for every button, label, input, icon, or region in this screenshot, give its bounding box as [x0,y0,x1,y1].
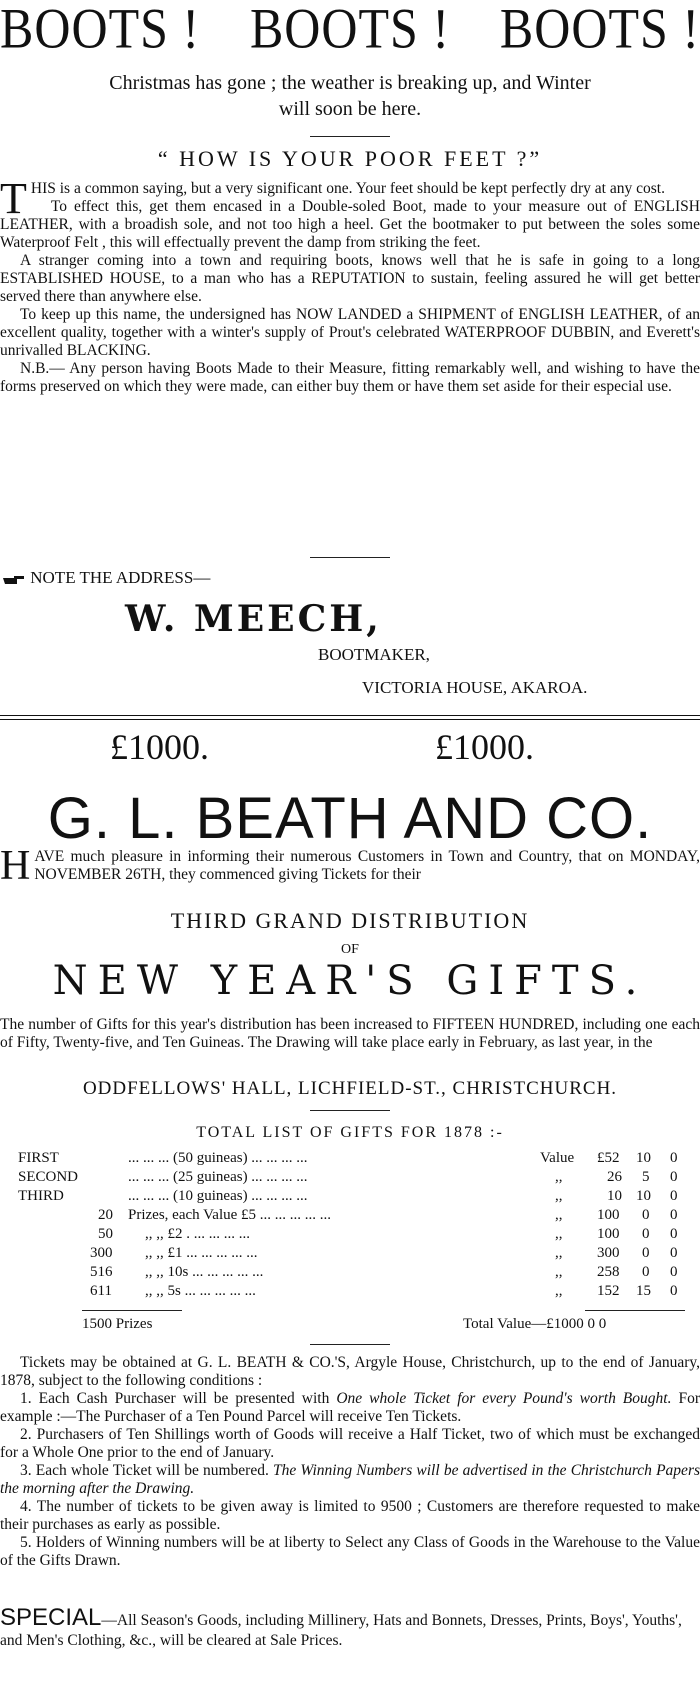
condition-4: 4. The number of tickets to be given away is limited to 9500 ; Customers are therefore requested to make their purchases as early as possible. [0,1498,700,1533]
row-shillings: 15 [636,1283,651,1299]
row-pounds: 258 [597,1264,620,1280]
row-value-label: ,, [555,1264,563,1280]
row-pounds: 26 [607,1169,622,1185]
divider [310,1344,390,1345]
merchant-trade: BOOTMAKER, [318,645,430,664]
amount-right: £1000. [435,727,534,767]
table-row [0,1188,700,1206]
special-text: —All Season's Goods, including Millinery, Hats and Bonnets, Dresses, Prints, Boys', Youths', and Men's Clothing, &c., will be cleared at Sale Prices. [0,1612,682,1649]
table-row [0,1207,700,1225]
question-heading: “ HOW IS YOUR POOR FEET ?” [157,146,543,171]
paragraph-2: To effect this, get them encased in a Double-soled Boot, made to your measure out of ENGLISH LEATHER, with a broadish sole, and not too high a heel. Get the bootmaker to put between the soles some Waterproof Felt , this will effectually prevent the damp from striking the feet. [0,198,700,251]
intro-text [0,70,700,122]
row-description: Prizes, each Value £5 ... ... ... ... ... [128,1207,332,1223]
row-value-label: Value [540,1150,575,1166]
row-description: ... ... ... (25 guineas) ... ... ... ... [128,1169,308,1185]
row-shillings: 0 [642,1207,650,1223]
subtotal-rule [585,1310,685,1311]
row-value-label: ,, [555,1226,563,1242]
row-label: SECOND [18,1169,79,1185]
row-shillings: 10 [636,1150,651,1166]
condition-1-text-c: For example :—The Purchaser of a Ten Pound Parcel will receive Ten Tickets. [0,1390,700,1425]
row-pounds: 10 [607,1188,622,1204]
row-label: 516 [90,1264,113,1280]
condition-3-emphasis: The Winning Numbers will be advertised in the Christchurch Papers the morning after the Drawing. [0,1462,700,1497]
row-description: ... ... ... (10 guineas) ... ... ... ... [128,1188,308,1204]
note-label: NOTE THE ADDRESS— [30,568,211,587]
total-prizes: 1500 Prizes [82,1316,153,1332]
special-notice [0,1604,700,1651]
table-row [0,1226,700,1244]
row-pence: 0 [670,1226,678,1242]
row-pence: 0 [670,1188,678,1204]
paragraph-3: A stranger coming into a town and requiring boots, knows well that he is safe in going to a long ESTABLISHED HOUSE, to a man who has a REPUTATION to sustain, feeling assured he will get better served there than anywhere else. [0,252,700,305]
amount-left: £1000. [110,727,209,767]
condition-3 [0,1462,700,1498]
paragraph-5: N.B.— Any person having Boots Made to their Measure, fitting remarkably well, and wishing to have the forms preserved on which they were made, can either buy them or have them set aside for their especial use. [0,360,700,395]
row-value-label: ,, [555,1169,563,1185]
row-shillings: 10 [636,1188,651,1204]
row-shillings: 0 [642,1226,650,1242]
headline-word-1: BOOTS ! [0,0,201,61]
row-shillings: 5 [642,1169,650,1185]
hall-address: ODDFELLOWS' HALL, LICHFIELD-ST., CHRISTCHURCH. [82,1078,618,1099]
paragraph-1: HIS is a common saying, but a very significant one. Your feet should be kept perfectly dry at any cost. [30,180,665,197]
intro-line-2: will soon be here. [278,98,422,120]
row-label: THIRD [18,1188,64,1204]
condition-5: 5. Holders of Winning numbers will be at liberty to Select any Class of Goods in the Warehouse to the Value of the Gifts Drawn. [0,1534,700,1569]
row-description: ,, ,, £1 ... ... ... ... ... [145,1245,258,1261]
condition-2: 2. Purchasers of Ten Shillings worth of Goods will receive a Half Ticket, two of which must be exchanged for a Whole One prior to the end of January. [0,1426,700,1461]
gift-list-title: TOTAL LIST OF GIFTS FOR 1878 :- [196,1124,504,1141]
row-pounds: 100 [597,1207,620,1223]
row-label: 50 [98,1226,113,1242]
table-row [0,1264,700,1282]
row-pence: 0 [670,1283,678,1299]
gifts-title: NEW YEAR'S GIFTS. [52,958,648,1004]
pointing-hand-icon [2,572,26,586]
total-value: Total Value—£1000 0 0 [463,1316,607,1332]
firm-name: G. L. BEATH AND CO. [47,786,653,851]
row-pence: 0 [670,1207,678,1223]
special-label: SPECIAL [0,1604,102,1631]
row-pence: 0 [670,1264,678,1280]
row-label: 611 [90,1283,112,1299]
row-pounds: £52 [597,1150,620,1166]
intro-line-1: Christmas has gone ; the weather is breaking up, and Winter [109,72,591,94]
row-value-label: ,, [555,1188,563,1204]
tickets-conditions [0,1354,700,1570]
tickets-paragraph: Tickets may be obtained at G. L. BEATH & CO.'S, Argyle House, Christchurch, up to the end of January, 1878, subject to the following conditions : [0,1354,700,1389]
section-divider [0,715,700,720]
table-row [0,1283,700,1301]
table-row [0,1150,700,1168]
headline-word-3: BOOTS ! [499,0,700,61]
boots-headline [0,0,700,61]
subtotal-rule [82,1310,182,1311]
row-label: 20 [98,1207,113,1223]
row-pence: 0 [670,1245,678,1261]
merchant-address: VICTORIA HOUSE, AKAROA. [362,678,588,697]
row-pounds: 152 [597,1283,620,1299]
row-value-label: ,, [555,1207,563,1223]
row-description: ,, ,, £2 . ... ... ... ... [145,1226,250,1242]
row-description: ,, ,, 5s ... ... ... ... ... [145,1283,256,1299]
boots-body [0,174,700,396]
divider [310,1110,390,1111]
of-label: OF [341,942,359,957]
distribution-title: THIRD GRAND DISTRIBUTION [170,908,530,933]
condition-1 [0,1390,700,1426]
row-pence: 0 [670,1169,678,1185]
increase-paragraph: The number of Gifts for this year's distribution has been increased to FIFTEEN HUNDRED, including one each of Fifty, Twenty-five, and Ten Guineas. The Drawing will take place early in February, as last year, in the [0,1016,700,1051]
row-pence: 0 [670,1150,678,1166]
row-shillings: 0 [642,1264,650,1280]
row-description: ... ... ... (50 guineas) ... ... ... ... [128,1150,308,1166]
dropcap-h: H [0,843,31,889]
beath-intro [0,843,700,889]
headline-word-2: BOOTS ! [249,0,451,61]
row-pounds: 300 [597,1245,620,1261]
merchant-name: W. MEECH, [125,598,382,640]
table-row [0,1245,700,1263]
total-row [0,1316,700,1334]
divider [310,557,390,558]
row-label: FIRST [18,1150,59,1166]
row-description: ,, ,, 10s ... ... ... ... ... [145,1264,264,1280]
gift-table [0,1150,700,1340]
paragraph-4: To keep up this name, the undersigned has NOW LANDED a SHIPMENT of ENGLISH LEATHER, of an excellent quality, together with a winter's supply of Prout's celebrated WATERPROOF DUBBIN, and Everett's unrivalled BLACKING. [0,306,700,359]
note-address [2,568,210,588]
row-shillings: 0 [642,1245,650,1261]
condition-1-emphasis: One whole Ticket for every Pound's worth Bought. [336,1390,672,1407]
table-row [0,1169,700,1187]
dropcap-t: T [0,174,27,223]
row-value-label: ,, [555,1245,563,1261]
condition-1-text-a: 1. Each Cash Purchaser will be presented with [20,1390,337,1407]
intro-paragraph: AVE much pleasure in informing their numerous Customers in Town and Country, that on MONDAY, NOVEMBER 26TH, they commenced giving Tickets for their [34,848,700,883]
row-value-label: ,, [555,1283,563,1299]
row-label: 300 [90,1245,113,1261]
condition-3-text-a: 3. Each whole Ticket will be numbered. [20,1462,274,1479]
row-pounds: 100 [597,1226,620,1242]
divider [310,136,390,137]
